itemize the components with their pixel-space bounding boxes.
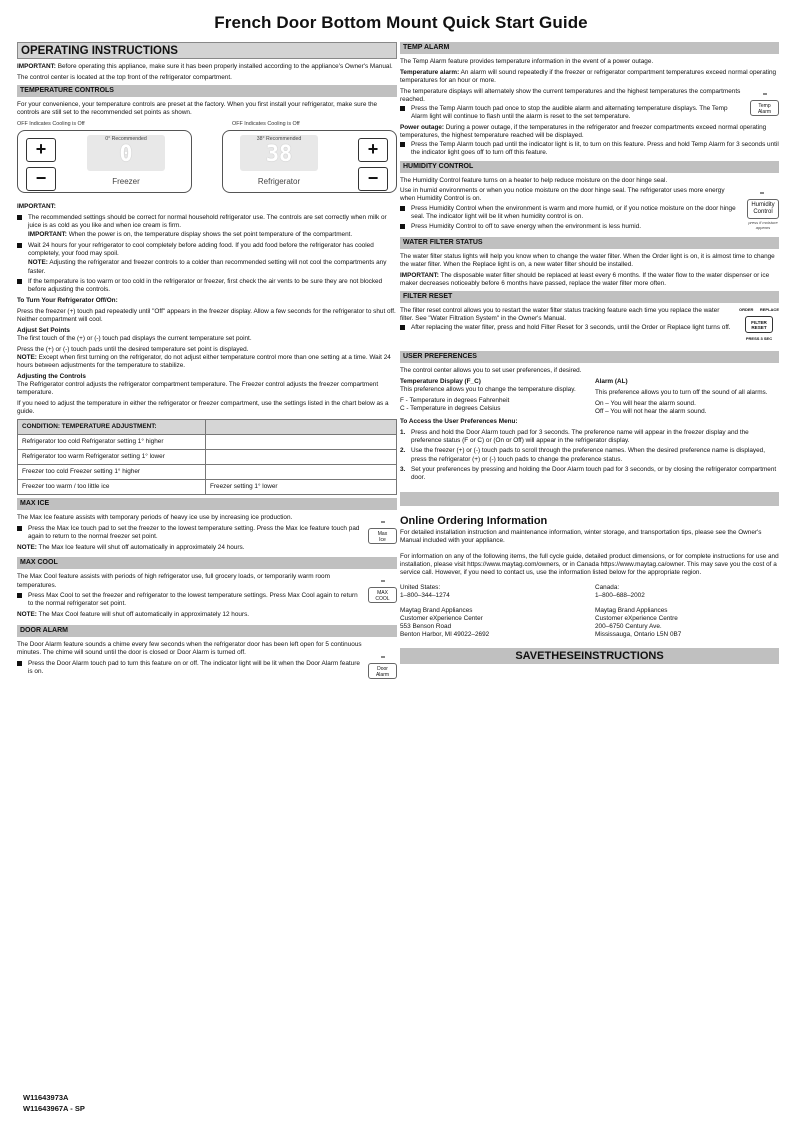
temperature-alarm-text: Temperature alarm: An alarm will sound repeatedly if the freezer or refrigerator compartment temperatures exceed normal operating temperatures for an hour or more. — [400, 68, 777, 84]
table-row — [18, 450, 397, 465]
list-item: Press the Door Alarm touch pad to turn this feature on or off. The indicator light will be lit when the Door Alarm feature is on. — [17, 660, 397, 676]
table-row — [18, 480, 397, 495]
max-ice-button[interactable]: Max Ice — [368, 528, 397, 544]
canada-phone: 1–800–688–2002 — [595, 592, 645, 600]
door-alarm-list — [17, 660, 397, 676]
temperature-controls-intro: For your convenience, your temperature controls are preset at the factory. When you first install your refrigerator, make sure the controls are still set to the recommended set points as shown. — [17, 100, 378, 117]
freezer-digits: 0 — [119, 141, 133, 167]
replace-label: REPLACE — [759, 306, 779, 312]
temp-display-desc: This preference allows you to change the temperature display. — [400, 385, 576, 393]
max-ice-text: The Max Ice feature assists with temporary periods of heavy ice use by increasing ice production. — [17, 514, 293, 522]
freezer-label: Freezer — [112, 177, 140, 187]
refrigerator-panel — [222, 121, 397, 199]
table-cell — [206, 465, 397, 480]
canada-contact — [595, 584, 779, 639]
order-label: ORDER — [739, 306, 754, 312]
us-address-line: Customer eXperience Center — [400, 614, 483, 622]
door-alarm-button[interactable]: Door Alarm — [368, 663, 397, 679]
alarm-pref — [595, 378, 779, 419]
list-item: Press Max Cool to set the freezer and refrigerator to the lowest temperature settings. Press Max Cool again to return to the normal refrigerator set point. — [17, 592, 397, 608]
adjust-text-1: The first touch of the (+) or (-) touch pad displays the current temperature set point. — [17, 334, 252, 342]
list-item: 3. Set your preferences by pressing and holding the Door Alarm touch pad for 3 seconds, or by closing the refrigerator compartment door. — [400, 465, 777, 481]
table-header-row — [18, 420, 397, 435]
bullet-square-icon — [17, 215, 22, 220]
table-cell — [206, 450, 397, 465]
bullet-square-icon — [400, 206, 405, 211]
max-cool-list — [17, 592, 397, 608]
bullet-square-icon — [400, 142, 405, 147]
list-item: After replacing the water filter, press and hold Filter Reset for 3 seconds, until the Order or Replace light turns off. — [400, 324, 779, 332]
us-address-line: 553 Benson Road — [400, 622, 452, 630]
bullet-square-icon — [400, 106, 405, 111]
temp-display-heading: Temperature Display (F_C) — [400, 377, 481, 385]
canada-label: Canada: — [595, 584, 620, 592]
control-center-text: The control center is located at the top front of the refrigerator compartment. — [17, 73, 232, 81]
alarm-on-line: On – You will hear the alarm sound. — [595, 399, 696, 407]
temp-alarm-list-2 — [400, 141, 779, 157]
filter-reset-heading: FILTER RESET — [400, 291, 779, 303]
canada-address-line: Maytag Brand Appliances — [595, 606, 668, 614]
freezer-panel — [17, 121, 192, 199]
filter-reset-text: The filter reset control allows you to restart the water filter status tracking feature each time you replace the water filter. See "Water Filtration System" in the Owner's Manual. — [400, 306, 720, 323]
list-item: Wait 24 hours for your refrigerator to cool completely before adding food. If you add food before the refrigerator has cooled completely, your food may spoil. NOTE: Adjusting the refrigerator and freezer controls to a colder than recommended setting will not cool the compartments any faster. — [17, 242, 397, 276]
list-item: 1. Press and hold the Door Alarm touch pad for 3 seconds. The preference name will appear in the freezer display and the preference status (F or C) or (On or Off) will appear in the refrigerator display. — [400, 429, 749, 445]
user-prefs-columns — [400, 378, 779, 419]
list-item: Press the Temp Alarm touch pad once to stop the audible alarm and alternating temperature displays. The Temp Alarm light will continue to flash until the alarm is reset to the set temperature. — [400, 105, 779, 121]
adjusting-text-1: The Refrigerator control adjusts the refrigerator compartment temperature. The Freezer control adjusts the freezer compartment temperature. — [17, 380, 379, 396]
max-ice-heading: MAX ICE — [17, 498, 397, 510]
filter-reset-caption: PRESS 3 SEC — [745, 335, 773, 341]
water-filter-status-heading: WATER FILTER STATUS — [400, 237, 779, 249]
canada-address-line: Customer eXperience Centre — [595, 614, 678, 622]
max-ice-note: NOTE: The Max Ice feature will shut off automatically in approximately 24 hours. — [17, 543, 245, 551]
adjust-heading: Adjust Set Points — [17, 326, 70, 334]
humidity-control-button[interactable]: Humidity Control press if moisture appears — [747, 199, 779, 219]
section-divider-bar — [400, 492, 779, 506]
table-header-cell: CONDITION: TEMPERATURE ADJUSTMENT: — [18, 420, 206, 435]
bullet-square-icon — [17, 593, 22, 598]
celsius-line: C - Temperature in degrees Celsius — [400, 404, 501, 412]
us-contact — [400, 584, 584, 639]
door-alarm-heading: DOOR ALARM — [17, 625, 397, 637]
list-item: If the temperature is too warm or too cold in the refrigerator or freezer, first check the air vents to be sure they are not blocked before adjusting the controls. — [17, 278, 397, 294]
table-cell: Refrigerator too warm Refrigerator setting 1° lower — [18, 450, 206, 465]
alarm-pref-heading: Alarm (AL) — [595, 377, 628, 385]
alarm-pref-desc: This preference allows you to turn off the sound of all alarms. — [595, 388, 768, 396]
table-cell: Freezer too warm / too little ice — [18, 480, 206, 495]
indicator-light-icon — [763, 93, 767, 95]
canada-address-line: 200–6750 Century Ave. — [595, 622, 662, 630]
table-cell — [206, 435, 397, 450]
us-address-line: Maytag Brand Appliances — [400, 606, 473, 614]
fahrenheit-line: F - Temperature in degrees Fahrenheit — [400, 396, 510, 404]
document-code: W11643967A - SP — [23, 1104, 85, 1113]
bullet-note: IMPORTANT: When the power is on, the temperature display shows the set point temperature of the compartment. — [28, 231, 353, 239]
power-outage-text: Power outage: During a power outage, if the temperatures in the refrigerator and freezer compartments exceed normal operating temperatures, the highest temperature reached will be displayed. — [400, 123, 767, 139]
adjusting-text-2: If you need to adjust the temperature in either the refrigerator or freezer compartment, use the settings listed in the chart below as a guide. — [17, 399, 389, 415]
humidity-list — [400, 205, 779, 232]
freezer-plus-button[interactable]: + — [26, 138, 56, 162]
user-prefs-intro: The control center allows you to set user preferences, if desired. — [400, 366, 582, 374]
bullet-square-icon — [17, 279, 22, 284]
freezer-recommended: 0° Recommended — [105, 136, 147, 143]
temp-alarm-heading: TEMP ALARM — [400, 42, 779, 54]
online-text-1: For detailed installation instruction and maintenance information, winter storage, and transportation tips, please see the Owner's Manual included with your appliance. — [400, 529, 762, 545]
max-cool-text: The Max Cool feature assists with periods of high refrigerator use, full grocery loads, or temporarily warm room temperatures. — [17, 573, 330, 589]
humidity-control-heading: HUMIDITY CONTROL — [400, 161, 779, 173]
indicator-light-icon — [381, 656, 385, 658]
control-panel-illustration — [17, 121, 397, 201]
online-text-2: For information on any of the following items, the full cycle guide, detailed product dimensions, or for complete instructions for use and installation, please visit https://www.maytag.com/owners, or in Canada https://www.maytag.ca/owner. This may save you the cost of a service call. However, if you need to contact us, use the information listed below for the appropriate region. — [400, 552, 779, 577]
bullet-square-icon — [400, 224, 405, 229]
freezer-caption: OFF Indicates Cooling is Off — [17, 121, 85, 128]
canada-address-line: Mississauga, Ontario L5N 0B7 — [595, 631, 682, 639]
table-cell: Freezer setting 1° lower — [206, 480, 397, 495]
right-column — [400, 42, 779, 664]
bullet-square-icon — [400, 325, 405, 330]
left-column — [17, 42, 397, 679]
alarm-off-line: Off – You will not hear the alarm sound. — [595, 407, 707, 415]
table-row — [18, 435, 397, 450]
temp-display-pref — [400, 378, 584, 419]
contact-columns — [400, 584, 779, 639]
access-steps — [400, 429, 779, 482]
water-filter-important: IMPORTANT: The disposable water filter should be replaced at least every 6 months. If the water flow to the water dispenser or ice maker decreases noticeably before 6 months have passed, replace the water filter more often. — [400, 271, 770, 287]
page-title: French Door Bottom Mount Quick Start Guide — [214, 13, 588, 32]
refrigerator-label: Refrigerator — [257, 177, 301, 187]
adjust-note: NOTE: Except when first turning on the refrigerator, do not adjust either temperature control more than one setting at a time. Wait 24 hours between adjustments for the temperature to stabilize. — [17, 353, 391, 369]
list-item: Press the Max Ice touch pad to set the freezer to the lowest temperature setting. Press the Max Ice feature touch pad again to return to the normal freezer set point. — [17, 525, 397, 541]
temperature-controls-heading: TEMPERATURE CONTROLS — [17, 85, 397, 97]
temp-display-text: The temperature displays will alternately show the current temperatures and the highest temperatures the compartments reached. — [400, 87, 741, 103]
table-cell: Refrigerator too cold Refrigerator setting 1° higher — [18, 435, 206, 450]
humidity-text-2: Use in humid environments or when you notice moisture on the door hinge seal. The refrigerator uses more energy when Humidity Control is on. — [400, 187, 725, 203]
document-codes — [23, 1092, 85, 1114]
max-cool-button[interactable]: MAX COOL — [368, 587, 397, 603]
refrigerator-caption: OFF Indicates Cooling is Off — [232, 121, 300, 128]
list-item: 2. Use the freezer (+) or (-) touch pads to scroll through the preference names. When the desired preference name is displayed, press the refrigerator (+) or (-) touch pads to change the preference status. — [400, 447, 765, 463]
list-item: Press the Temp Alarm touch pad until the indicator light is lit, to turn on this feature. Press and hold Temp Alarm for 3 seconds until the indicator light goes off to turn off this feature. — [400, 141, 779, 157]
filter-reset-button[interactable]: FILTER RESET — [745, 316, 773, 333]
list-item: Press Humidity Control to off to save energy when the environment is less humid. — [400, 223, 779, 231]
bullet-square-icon — [17, 661, 22, 666]
water-filter-text: The water filter status lights will help you know when to change the water filter. When the Order light is on, it is almost time to change the water filter. When the Replace light is on, a new water filter should be installed. — [400, 252, 775, 268]
refrigerator-digits: 38 — [265, 141, 293, 167]
us-address-line: Benton Harbor, MI 49022–2692 — [400, 631, 490, 639]
max-cool-heading: MAX COOL — [17, 557, 397, 569]
table-row — [18, 465, 397, 480]
us-phone: 1–800–344–1274 — [400, 592, 450, 600]
adjusting-heading: Adjusting the Controls — [17, 372, 86, 380]
max-cool-note: NOTE: The Max Cool feature will shut off automatically in approximately 12 hours. — [17, 611, 250, 619]
table-cell: Freezer too cold Freezer setting 1° higher — [18, 465, 206, 480]
humidity-icon-note: press if moisture appears — [748, 220, 778, 230]
temp-alarm-text: The Temp Alarm feature provides temperature information in the event of a power outage. — [400, 58, 654, 65]
table-header-cell — [206, 420, 397, 435]
onoff-text: Press the freezer (+) touch pad repeatedly until "Off" appears in the freezer display. Allow a few seconds for the refrigerator to shut off. Neither compartment will cool. — [17, 307, 396, 323]
filter-reset-list — [400, 324, 779, 332]
operating-instructions-heading: OPERATING INSTRUCTIONS — [17, 42, 397, 59]
important-list — [17, 214, 397, 295]
indicator-light-icon — [760, 192, 764, 194]
freezer-display — [87, 135, 165, 171]
document-code: W11643973A — [23, 1093, 69, 1102]
refrigerator-minus-button[interactable]: − — [358, 167, 388, 191]
max-ice-list — [17, 525, 397, 541]
bullet-square-icon — [17, 243, 22, 248]
refrigerator-display — [240, 135, 318, 171]
filter-status-labels — [739, 307, 779, 312]
freezer-minus-button[interactable]: − — [26, 167, 56, 191]
list-item: Press Humidity Control when the environment is warm and more humid, or if you notice moisture on the door hinge seal. The indicator light will be lit when humidity control is on. — [400, 205, 779, 221]
online-ordering-heading: Online Ordering Information — [400, 515, 548, 528]
important-heading: IMPORTANT: — [17, 203, 56, 211]
save-instructions-banner: SAVETHESEINSTRUCTIONS — [400, 648, 779, 664]
list-item: The recommended settings should be correct for normal household refrigerator use. The controls are set correctly when milk or juice is as cold as you like and when ice cream is firm. IMPORTANT: When the power is on, the temperature display shows the set point temperature of the compartment. — [17, 214, 397, 240]
access-menu-heading: To Access the User Preferences Menu: — [400, 418, 518, 426]
temp-alarm-list-1 — [400, 105, 779, 121]
refrigerator-plus-button[interactable]: + — [358, 138, 388, 162]
onoff-heading: To Turn Your Refrigerator Off/On: — [17, 297, 118, 305]
bullet-square-icon — [17, 526, 22, 531]
adjust-text-2: Press the (+) or (-) touch pads until the desired temperature set point is displayed. — [17, 345, 249, 353]
refrigerator-recommended: 38° Recommended — [256, 136, 302, 143]
user-preferences-heading: USER PREFERENCES — [400, 351, 779, 363]
us-label: United States: — [400, 584, 441, 592]
temp-alarm-button[interactable]: Temp Alarm — [750, 100, 779, 116]
operating-important: IMPORTANT: Before operating this appliance, make sure it has been properly installed according to the appliance's Owner's Manual. — [17, 63, 393, 70]
humidity-text-1: The Humidity Control feature turns on a heater to help reduce moisture on the door hinge seal. — [400, 176, 668, 184]
indicator-light-icon — [381, 521, 385, 523]
door-alarm-text: The Door Alarm feature sounds a chime every few seconds when the refrigerator door has been left open for 5 continuous minutes. The chime will sound until the door is closed or Door Alarm is turned off. — [17, 640, 362, 656]
indicator-light-icon — [381, 580, 385, 582]
adjustment-table — [17, 419, 397, 495]
bullet-note: NOTE: Adjusting the refrigerator and freezer controls to a colder than recommended setting will not cool the compartments any faster. — [28, 259, 387, 275]
